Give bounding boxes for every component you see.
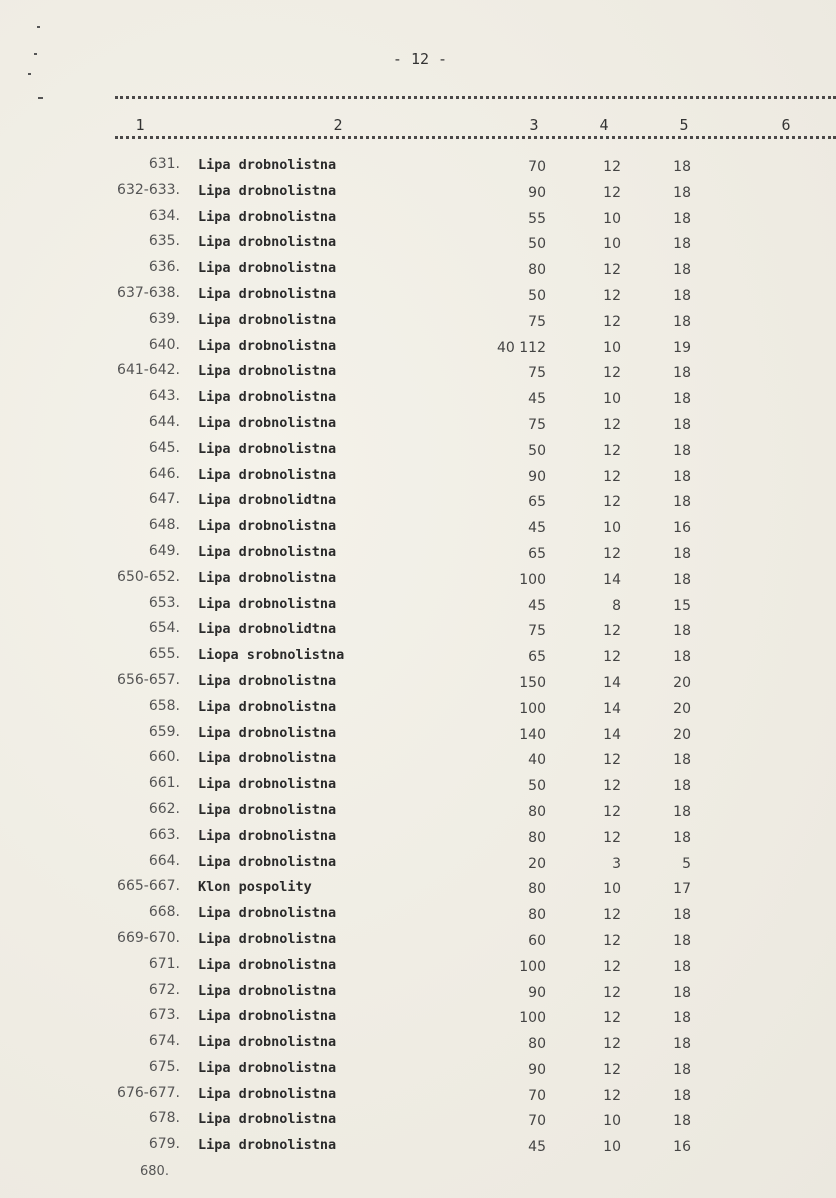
value-col-5: 18 xyxy=(673,494,691,511)
value-col-3: 150 xyxy=(519,674,546,691)
value-col-5: 18 xyxy=(673,1087,691,1104)
table-row xyxy=(0,1007,836,1033)
value-col-3: 45 xyxy=(528,391,546,408)
value-col-5: 16 xyxy=(673,520,691,537)
header-bottom-rule xyxy=(115,136,836,139)
value-col-4: 12 xyxy=(603,159,621,175)
tree-name: Lipa drobnolistna xyxy=(198,337,337,354)
header-top-rule xyxy=(115,96,836,99)
value-col-3: 40 112 xyxy=(497,339,546,356)
value-col-3: 90 xyxy=(528,1061,546,1078)
tree-name: Lipa drobnolistna xyxy=(198,208,337,225)
table-row xyxy=(0,337,836,363)
table-row xyxy=(0,878,836,904)
row-number: 654. xyxy=(148,620,180,637)
value-col-4: 10 xyxy=(603,1113,621,1130)
table-row xyxy=(0,543,836,569)
table-row xyxy=(0,930,836,956)
value-col-4: 12 xyxy=(603,184,621,201)
value-col-5: 18 xyxy=(673,571,691,588)
tree-name: Lipa drobnolistna xyxy=(198,414,337,431)
value-col-3: 140 xyxy=(519,726,546,743)
tree-name: Lipa drobnolistna xyxy=(198,1008,337,1025)
table-row xyxy=(0,208,836,234)
row-number: 662. xyxy=(148,800,180,817)
value-col-4: 12 xyxy=(603,623,621,640)
row-number: 679. xyxy=(148,1136,180,1153)
row-number: 658. xyxy=(148,697,180,714)
value-col-4: 10 xyxy=(603,881,621,898)
row-number: 668. xyxy=(148,904,180,921)
tree-name: Lipa drobnolistna xyxy=(198,698,337,715)
value-col-4: 8 xyxy=(612,597,621,614)
table-row xyxy=(0,853,836,879)
table-row xyxy=(0,156,836,182)
tree-name: Lipa drobnolistna xyxy=(198,389,337,406)
value-col-5: 18 xyxy=(673,262,691,279)
value-col-5: 18 xyxy=(673,287,691,304)
row-number: 635. xyxy=(148,233,180,250)
value-col-3: 80 xyxy=(528,907,546,924)
value-col-5: 18 xyxy=(673,545,691,562)
value-col-3: 50 xyxy=(528,287,546,304)
row-number: 672. xyxy=(148,981,180,998)
trailing-number: 680. xyxy=(140,1164,169,1179)
table-row xyxy=(0,466,836,492)
value-col-3: 75 xyxy=(528,623,546,640)
value-col-3: 100 xyxy=(519,571,546,588)
value-col-5: 20 xyxy=(673,726,691,743)
tree-name: Lipa drobnolistna xyxy=(198,776,337,793)
table-row xyxy=(0,1110,836,1136)
tree-name: Lipa drobnolistna xyxy=(198,1137,337,1154)
value-col-3: 80 xyxy=(528,262,546,279)
value-col-4: 12 xyxy=(603,829,621,846)
row-number: 644. xyxy=(148,413,180,430)
value-col-4: 12 xyxy=(603,958,621,975)
row-number: 669-670. xyxy=(117,929,180,946)
margin-mark xyxy=(37,26,40,28)
value-col-3: 40 xyxy=(528,752,546,769)
value-col-4: 10 xyxy=(603,210,621,227)
tree-name: Lipa drobnolistna xyxy=(198,234,337,251)
value-col-4: 14 xyxy=(603,726,621,743)
row-number: 646. xyxy=(148,465,180,482)
tree-name: Lipa drobnolidtna xyxy=(198,621,337,638)
value-col-4: 12 xyxy=(603,313,621,330)
value-col-3: 75 xyxy=(528,365,546,382)
row-number: 645. xyxy=(148,439,180,456)
tree-name: Lipa drobnolistna xyxy=(198,466,337,483)
table-row xyxy=(0,414,836,440)
table-row xyxy=(0,517,836,543)
page-number: - 12 - xyxy=(392,50,448,68)
value-col-5: 20 xyxy=(673,700,691,717)
value-col-4: 10 xyxy=(603,391,621,408)
table-row xyxy=(0,646,836,672)
row-number: 640. xyxy=(148,336,180,353)
table-row xyxy=(0,904,836,930)
value-col-4: 10 xyxy=(603,236,621,253)
value-col-5: 18 xyxy=(673,752,691,769)
table-row xyxy=(0,956,836,982)
value-col-5: 18 xyxy=(673,416,691,433)
row-number: 678. xyxy=(148,1110,180,1127)
value-col-4: 10 xyxy=(603,520,621,537)
tree-name: Lipa drobnolistna xyxy=(198,595,337,612)
value-col-5: 15 xyxy=(673,597,691,614)
table-row xyxy=(0,775,836,801)
tree-name: Lipa drobnolistna xyxy=(198,724,337,741)
tree-name: Lipa drobnolistna xyxy=(198,440,337,457)
value-col-5: 18 xyxy=(673,829,691,846)
value-col-4: 12 xyxy=(603,545,621,562)
value-col-3: 45 xyxy=(528,520,546,537)
row-number: 632-633. xyxy=(117,181,180,198)
tree-name: Liopa srobnolistna xyxy=(198,647,345,664)
value-col-3: 90 xyxy=(528,184,546,201)
value-col-3: 80 xyxy=(528,829,546,846)
value-col-4: 3 xyxy=(612,855,621,872)
tree-name: Lipa drobnolistna xyxy=(198,543,337,560)
value-col-4: 12 xyxy=(603,984,621,1001)
value-col-5: 18 xyxy=(673,365,691,382)
value-col-4: 12 xyxy=(603,468,621,485)
value-col-4: 12 xyxy=(603,416,621,433)
table-row xyxy=(0,182,836,208)
table-row xyxy=(0,362,836,388)
value-col-4: 12 xyxy=(603,494,621,511)
table-row xyxy=(0,569,836,595)
table-row xyxy=(0,801,836,827)
table-row xyxy=(0,749,836,775)
tree-name: Lipa drobnolistna xyxy=(198,518,337,535)
row-number: 674. xyxy=(148,1033,180,1050)
value-col-5: 18 xyxy=(673,932,691,949)
margin-mark xyxy=(34,53,37,55)
row-number: 665-667. xyxy=(117,878,180,895)
table-row xyxy=(0,259,836,285)
row-number: 641-642. xyxy=(117,362,180,379)
column-header-4: 4 xyxy=(599,116,609,134)
value-col-3: 75 xyxy=(528,416,546,433)
value-col-3: 80 xyxy=(528,803,546,820)
column-header-5: 5 xyxy=(679,116,689,134)
value-col-5: 5 xyxy=(682,855,691,872)
table-row xyxy=(0,698,836,724)
table-row xyxy=(0,285,836,311)
value-col-5: 18 xyxy=(673,159,691,175)
row-number: 660. xyxy=(148,749,180,766)
margin-mark xyxy=(28,73,31,75)
tree-name: Lipa drobnolistna xyxy=(198,157,337,173)
tree-list xyxy=(0,156,836,1162)
value-col-3: 70 xyxy=(528,159,546,175)
value-col-5: 18 xyxy=(673,649,691,666)
tree-name: Lipa drobnolidtna xyxy=(198,492,337,509)
tree-name: Lipa drobnolistna xyxy=(198,672,337,689)
value-col-4: 14 xyxy=(603,571,621,588)
table-row xyxy=(0,672,836,698)
row-number: 639. xyxy=(148,310,180,327)
tree-name: Lipa drobnolistna xyxy=(198,285,337,302)
value-col-5: 18 xyxy=(673,1010,691,1027)
value-col-4: 12 xyxy=(603,1010,621,1027)
table-row xyxy=(0,1059,836,1085)
value-col-4: 12 xyxy=(603,752,621,769)
table-row xyxy=(0,620,836,646)
table-row xyxy=(0,1033,836,1059)
row-number: 659. xyxy=(148,723,180,740)
value-col-4: 14 xyxy=(603,700,621,717)
value-col-5: 18 xyxy=(673,468,691,485)
value-col-5: 17 xyxy=(673,881,691,898)
value-col-3: 100 xyxy=(519,1010,546,1027)
tree-name: Klon pospolity xyxy=(198,879,312,896)
value-col-3: 70 xyxy=(528,1113,546,1130)
value-col-4: 12 xyxy=(603,649,621,666)
tree-name: Lipa drobnolistna xyxy=(198,1111,337,1128)
column-header-3: 3 xyxy=(529,116,539,134)
value-col-5: 18 xyxy=(673,803,691,820)
value-col-3: 90 xyxy=(528,984,546,1001)
table-row xyxy=(0,724,836,750)
value-col-5: 18 xyxy=(673,907,691,924)
row-number: 631. xyxy=(148,156,180,172)
row-number: 653. xyxy=(148,594,180,611)
value-col-5: 18 xyxy=(673,1061,691,1078)
value-col-3: 45 xyxy=(528,1139,546,1156)
value-col-5: 18 xyxy=(673,1113,691,1130)
tree-name: Lipa drobnolistna xyxy=(198,311,337,328)
row-number: 671. xyxy=(148,955,180,972)
value-col-4: 10 xyxy=(603,339,621,356)
tree-name: Lipa drobnolistna xyxy=(198,853,337,870)
row-number: 637-638. xyxy=(117,284,180,301)
row-number: 649. xyxy=(148,542,180,559)
value-col-3: 100 xyxy=(519,958,546,975)
table-row xyxy=(0,827,836,853)
table-row xyxy=(0,982,836,1008)
tree-name: Lipa drobnolistna xyxy=(198,827,337,844)
value-col-4: 12 xyxy=(603,907,621,924)
value-col-3: 100 xyxy=(519,700,546,717)
value-col-4: 10 xyxy=(603,1139,621,1156)
value-col-4: 12 xyxy=(603,1061,621,1078)
value-col-5: 20 xyxy=(673,674,691,691)
value-col-3: 50 xyxy=(528,236,546,253)
tree-name: Lipa drobnolistna xyxy=(198,905,337,922)
value-col-3: 45 xyxy=(528,597,546,614)
tree-name: Lipa drobnolistna xyxy=(198,260,337,277)
row-number: 664. xyxy=(148,852,180,869)
value-col-5: 16 xyxy=(673,1139,691,1156)
value-col-4: 14 xyxy=(603,674,621,691)
value-col-5: 18 xyxy=(673,236,691,253)
value-col-5: 18 xyxy=(673,442,691,459)
value-col-5: 18 xyxy=(673,184,691,201)
tree-name: Lipa drobnolistna xyxy=(198,956,337,973)
row-number: 643. xyxy=(148,388,180,405)
value-col-4: 12 xyxy=(603,287,621,304)
table-row xyxy=(0,1136,836,1162)
tree-name: Lipa drobnolistna xyxy=(198,750,337,767)
row-number: 675. xyxy=(148,1058,180,1075)
row-number: 656-657. xyxy=(117,671,180,688)
margin-mark xyxy=(38,97,43,99)
tree-name: Lipa drobnolistna xyxy=(198,1059,337,1076)
row-number: 661. xyxy=(148,775,180,792)
table-row xyxy=(0,311,836,337)
row-number: 676-677. xyxy=(117,1084,180,1101)
row-number: 655. xyxy=(148,646,180,663)
row-number: 634. xyxy=(148,207,180,224)
value-col-3: 80 xyxy=(528,1036,546,1053)
row-number: 648. xyxy=(148,517,180,534)
column-header-2: 2 xyxy=(333,116,343,134)
value-col-5: 18 xyxy=(673,1036,691,1053)
table-row xyxy=(0,388,836,414)
value-col-3: 65 xyxy=(528,494,546,511)
value-col-5: 18 xyxy=(673,958,691,975)
value-col-3: 75 xyxy=(528,313,546,330)
row-number: 647. xyxy=(148,491,180,508)
value-col-3: 55 xyxy=(528,210,546,227)
row-number: 673. xyxy=(148,1007,180,1024)
value-col-3: 50 xyxy=(528,778,546,795)
table-row xyxy=(0,491,836,517)
table-row xyxy=(0,595,836,621)
value-col-5: 18 xyxy=(673,313,691,330)
value-col-4: 12 xyxy=(603,365,621,382)
tree-name: Lipa drobnolistna xyxy=(198,569,337,586)
value-col-5: 18 xyxy=(673,210,691,227)
value-col-4: 12 xyxy=(603,778,621,795)
value-col-5: 18 xyxy=(673,778,691,795)
column-header-6: 6 xyxy=(781,116,791,134)
value-col-3: 20 xyxy=(528,855,546,872)
value-col-5: 19 xyxy=(673,339,691,356)
table-row xyxy=(0,233,836,259)
table-row xyxy=(0,440,836,466)
value-col-5: 18 xyxy=(673,984,691,1001)
value-col-3: 70 xyxy=(528,1087,546,1104)
value-col-3: 65 xyxy=(528,649,546,666)
tree-name: Lipa drobnolistna xyxy=(198,1034,337,1051)
value-col-4: 12 xyxy=(603,262,621,279)
value-col-3: 80 xyxy=(528,881,546,898)
value-col-3: 60 xyxy=(528,932,546,949)
value-col-3: 50 xyxy=(528,442,546,459)
value-col-5: 18 xyxy=(673,623,691,640)
row-number: 636. xyxy=(148,259,180,276)
column-header-1: 1 xyxy=(135,116,145,134)
tree-name: Lipa drobnolistna xyxy=(198,982,337,999)
value-col-5: 18 xyxy=(673,391,691,408)
tree-name: Lipa drobnolistna xyxy=(198,801,337,818)
row-number: 663. xyxy=(148,826,180,843)
value-col-4: 12 xyxy=(603,1087,621,1104)
value-col-4: 12 xyxy=(603,442,621,459)
tree-name: Lipa drobnolistna xyxy=(198,1085,337,1102)
tree-name: Lipa drobnolistna xyxy=(198,930,337,947)
table-row xyxy=(0,1085,836,1111)
tree-name: Lipa drobnolistna xyxy=(198,363,337,380)
value-col-3: 90 xyxy=(528,468,546,485)
value-col-4: 12 xyxy=(603,1036,621,1053)
value-col-4: 12 xyxy=(603,932,621,949)
value-col-4: 12 xyxy=(603,803,621,820)
tree-name: Lipa drobnolistna xyxy=(198,182,337,199)
row-number: 650-652. xyxy=(117,568,180,585)
value-col-3: 65 xyxy=(528,545,546,562)
